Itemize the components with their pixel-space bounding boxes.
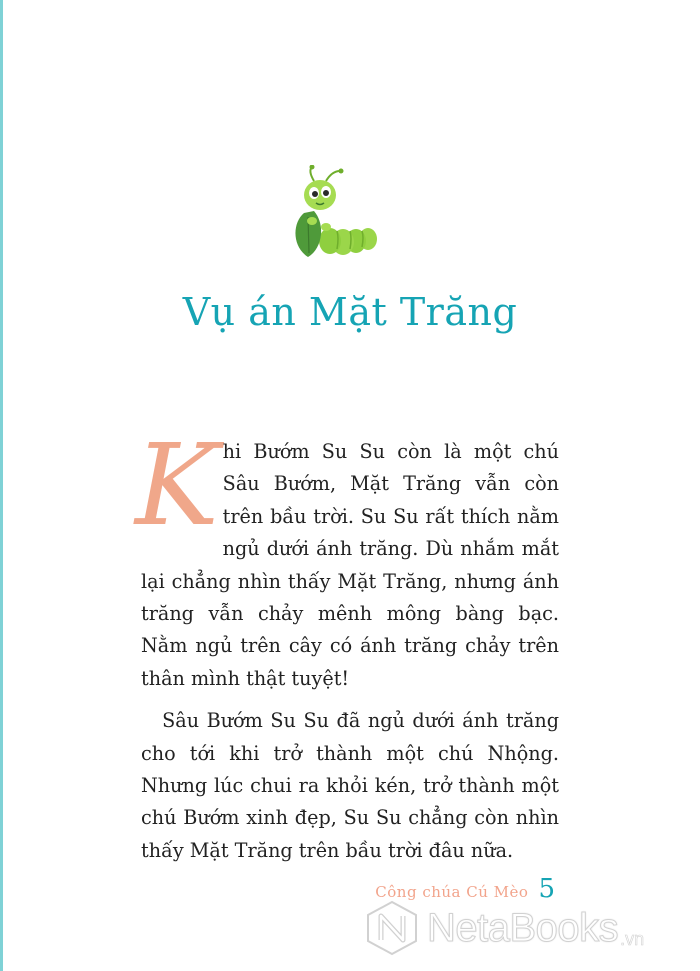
- watermark-brand: NetaBooks: [427, 905, 619, 950]
- page-edge-line: [0, 0, 3, 971]
- chapter-title: Vụ án Mặt Trăng: [182, 290, 518, 334]
- footer-book-title: Công chúa Cú Mèo: [375, 883, 529, 901]
- caterpillar-icon: [282, 165, 382, 265]
- watermark-suffix: .vn: [620, 929, 645, 949]
- paragraph-1-text: hi Bướm Su Su còn là một chú Sâu Bướm, Mặt Trăng vẫn còn trên bầu trời. Su Su rất thích nằm ngủ dưới ánh trăng. Dù nhắm mắt lại chẳng nhìn thấy Mặt Trăng, nhưng ánh trăng vẫn chảy mênh mông bàng bạc. Nằm ngủ trên cây có ánh trăng chảy trên thân mình thật tuyệt!: [141, 440, 559, 690]
- watermark: [365, 900, 644, 956]
- story-body: [135, 421, 559, 867]
- paragraph-1: [135, 421, 559, 695]
- paragraph-2: Sâu Bướm Su Su đã ngủ dưới ánh trăng cho tới khi trở thành một chú Nhộng. Nhưng lúc chui ra khỏi kén, trở thành một chú Bướm xinh đẹp, Su Su chẳng còn nhìn thấy Mặt Trăng trên bầu trời đâu nữa.: [141, 709, 559, 862]
- page-number: 5: [538, 874, 555, 904]
- drop-cap: K: [135, 421, 219, 551]
- netabooks-logo-icon: [365, 900, 419, 956]
